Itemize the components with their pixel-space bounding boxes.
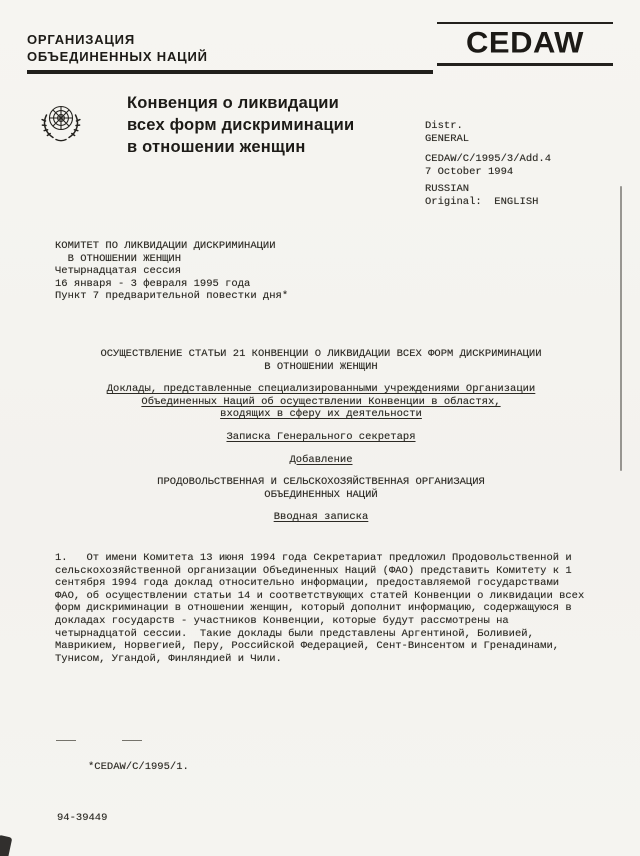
addendum-heading: Добавление [289, 453, 353, 466]
introductory-note-heading: Вводная записка [273, 511, 369, 524]
subtitle-heading [55, 383, 587, 421]
spacer [425, 145, 551, 153]
org-name-line2: ОБЪЕДИНЕННЫХ НАЦИЙ [27, 49, 208, 64]
session-line: 16 января - 3 февраля 1995 года [55, 277, 251, 290]
distribution-block [425, 120, 551, 209]
footnote-separator-dash [122, 740, 142, 741]
subtitle-line3: входящих в сферу их деятельности [220, 408, 422, 421]
document-language: RUSSIAN [425, 183, 470, 196]
document-title [127, 92, 354, 158]
distr-label: Distr. [425, 120, 463, 132]
cedaw-masthead [437, 22, 613, 66]
subtitle-line2: Объединенных Наций об осуществлении Конвенции в областях, [141, 395, 501, 408]
headings-column [55, 348, 587, 534]
distr-value: GENERAL [425, 132, 470, 145]
un-emblem-icon [36, 98, 86, 148]
session-line: КОМИТЕТ ПО ЛИКВИДАЦИИ ДИСКРИМИНАЦИИ [55, 240, 276, 252]
document-original-language: Original: ENGLISH [425, 195, 539, 208]
note-by-secretary-general: Записка Генерального секретаря [226, 430, 416, 443]
document-title-line2: всех форм дискриминации [127, 116, 355, 134]
session-line: Пункт 7 предварительной повестки дня* [55, 290, 289, 303]
un-organization-name [27, 31, 208, 65]
footnote-separator [56, 740, 142, 741]
agency-heading-line2: ОБЪЕДИНЕННЫХ НАЦИЙ [264, 488, 378, 501]
agency-heading [55, 476, 587, 501]
main-heading-line1: ОСУЩЕСТВЛЕНИЕ СТАТЬИ 21 КОНВЕНЦИИ О ЛИКВИДАЦИИ ВСЕХ ФОРМ ДИСКРИМИНАЦИИ [100, 348, 542, 360]
masthead-rule [27, 70, 433, 74]
agency-heading-line1: ПРОДОВОЛЬСТВЕННАЯ И СЕЛЬСКОХОЗЯЙСТВЕННАЯ ОРГАНИЗАЦИЯ [157, 476, 485, 489]
body-paragraph-1: 1. От имени Комитета 13 июня 1994 года Секретариат предложил Продовольственной и сельскохозяйственной организации Объединенных Наций (ФАО) представить Комитету к 1 сентября 1994 года доклад относительно информации, предоставляемой государствами ФАО, об осуществлении статьи 14 и соответствующих статей Конвенции о ликвидации всех форм дискриминации в отношении женщин, который дополнит информацию, содержащуюся в докладах государств - участников Конвенции, которые будут рассмотрены на четырнадцатой сессии. Такие доклады были представлены Аргентиной, Боливией, Маврикием, Норвегией, Перу, Российской Федерацией, Сент-Винсентом и Гренадинами, Тунисом, Угандой, Финляндией и Чили. [55, 552, 591, 665]
footnote-separator-dash [56, 740, 76, 741]
document-date: 7 October 1994 [425, 165, 514, 178]
main-heading-line2: В ОТНОШЕНИИ ЖЕНЩИН [264, 360, 378, 373]
session-block [55, 240, 288, 303]
document-number: 94-39449 [57, 812, 108, 824]
subtitle-line1: Доклады, представленные специализированными учреждениями Организации [106, 383, 536, 396]
session-line: Четырнадцатая сессия [55, 265, 182, 278]
org-name-line1: ОРГАНИЗАЦИЯ [27, 32, 135, 47]
cedaw-logo-text: CEDAW [466, 25, 584, 60]
document-title-line1: Конвенция о ликвидации [127, 94, 339, 112]
session-line: В ОТНОШЕНИИ ЖЕНЩИН [55, 252, 182, 265]
footnote-text: *CEDAW/C/1995/1. [88, 761, 189, 773]
scan-corner-artifact [0, 835, 12, 856]
document-title-line3: в отношении женщин [127, 138, 306, 156]
main-heading [55, 348, 587, 373]
scan-edge-artifact [620, 186, 622, 471]
document-symbol: CEDAW/C/1995/3/Add.4 [425, 153, 552, 166]
